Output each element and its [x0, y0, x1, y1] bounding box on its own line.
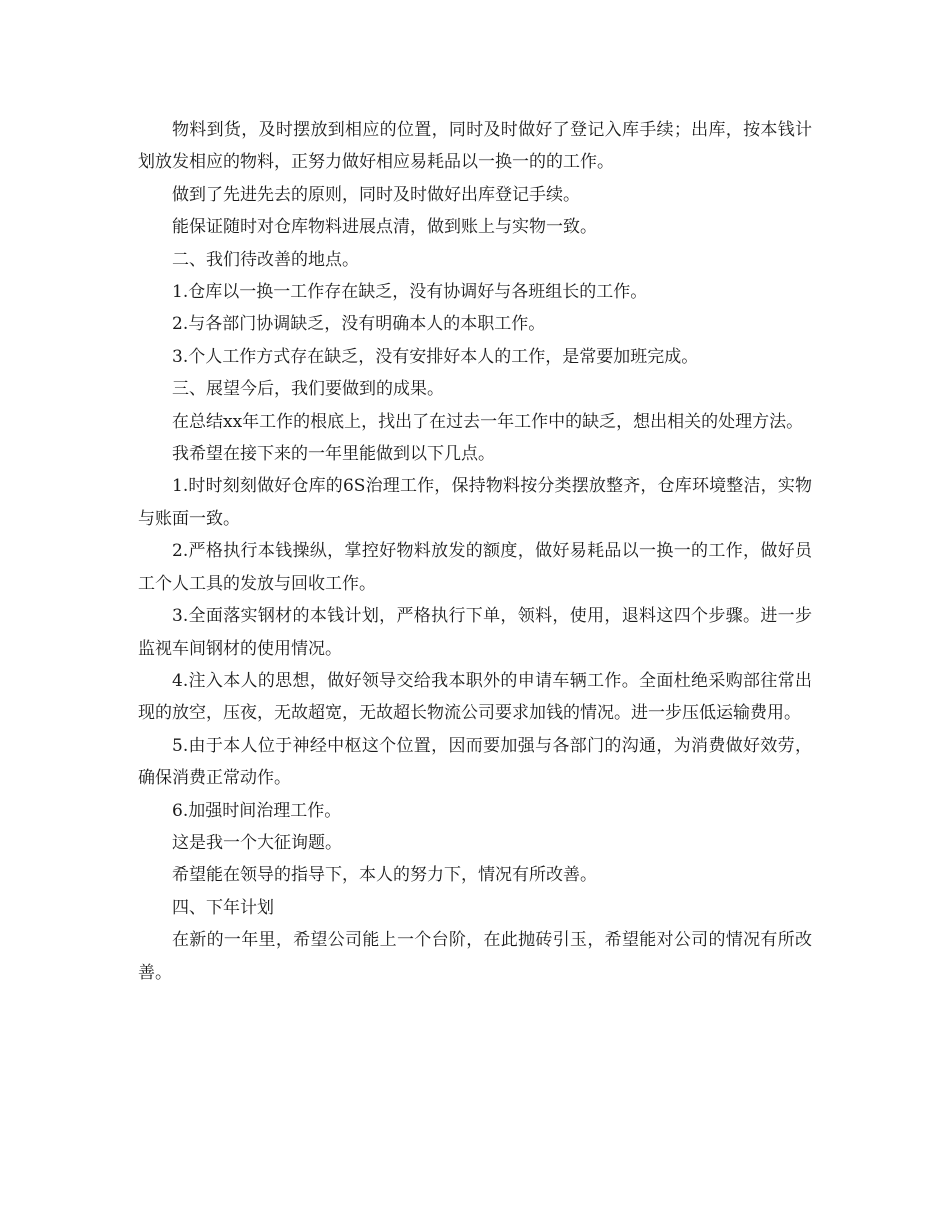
section-heading-2: 二、我们待改善的地点。	[172, 249, 359, 270]
list-item-3-2: 2.严格执行本钱操纵，掌控好物料放发的额度，做好易耗品以一换一的工作，做好员工个人工具的发放与回收工作。	[138, 541, 812, 594]
paragraph-plan: 在新的一年里，希望公司能上一个台阶，在此抛砖引玉，希望能对公司的情况有所改善。	[138, 930, 812, 983]
section-heading-4: 四、下年计划	[172, 897, 274, 918]
paragraph-2: 做到了先进先去的原则，同时及时做好出库登记手续。	[172, 184, 580, 205]
list-item-3-6: 6.加强时间治理工作。	[172, 800, 342, 821]
paragraph-3: 能保证随时对仓库物料进展点清，做到账上与实物一致。	[172, 217, 597, 238]
paragraph-1: 物料到货，及时摆放到相应的位置，同时及时做好了登记入库手续；出库，按本钱计划放发相应的物料，正努力做好相应易耗品以一换一的的工作。	[138, 120, 812, 173]
list-item-3-4: 4.注入本人的思想，做好领导交给我本职外的申请车辆工作。全面杜绝采购部往常出现的放空，压夜，无故超宽，无故超长物流公司要求加钱的情况。进一步压低运输费用。	[138, 670, 812, 724]
document-body	[138, 114, 812, 989]
list-item-2-1: 1.仓库以一换一工作存在缺乏，没有协调好与各班组长的工作。	[172, 282, 648, 303]
list-item-2-3: 3.个人工作方式存在缺乏，没有安排好本人的工作，是常要加班完成。	[172, 346, 699, 367]
paragraph-summary: 在总结xx年工作的根底上，找出了在过去一年工作中的缺乏，想出相关的处理方法。	[172, 411, 804, 432]
list-item-2-2: 2.与各部门协调缺乏，没有明确本人的本职工作。	[172, 314, 546, 335]
paragraph-hope: 我希望在接下来的一年里能做到以下几点。	[172, 444, 495, 465]
section-heading-3: 三、展望今后，我们要做到的成果。	[172, 379, 444, 400]
list-item-3-5: 5.由于本人位于神经中枢这个位置，因而要加强与各部门的沟通，为消费做好效劳，确保消费正常动作。	[138, 735, 812, 789]
paragraph-problem: 这是我一个大征询题。	[172, 832, 342, 853]
paragraph-improve: 希望能在领导的指导下，本人的努力下，情况有所改善。	[172, 865, 597, 886]
list-item-3-3: 3.全面落实钢材的本钱计划，严格执行下单，领料，使用，退料这四个步骤。进一步监视车间钢材的使用情况。	[138, 606, 812, 659]
list-item-3-1: 1.时时刻刻做好仓库的6S治理工作，保持物料按分类摆放整齐，仓库环境整洁，实物与账面一致。	[138, 476, 812, 529]
